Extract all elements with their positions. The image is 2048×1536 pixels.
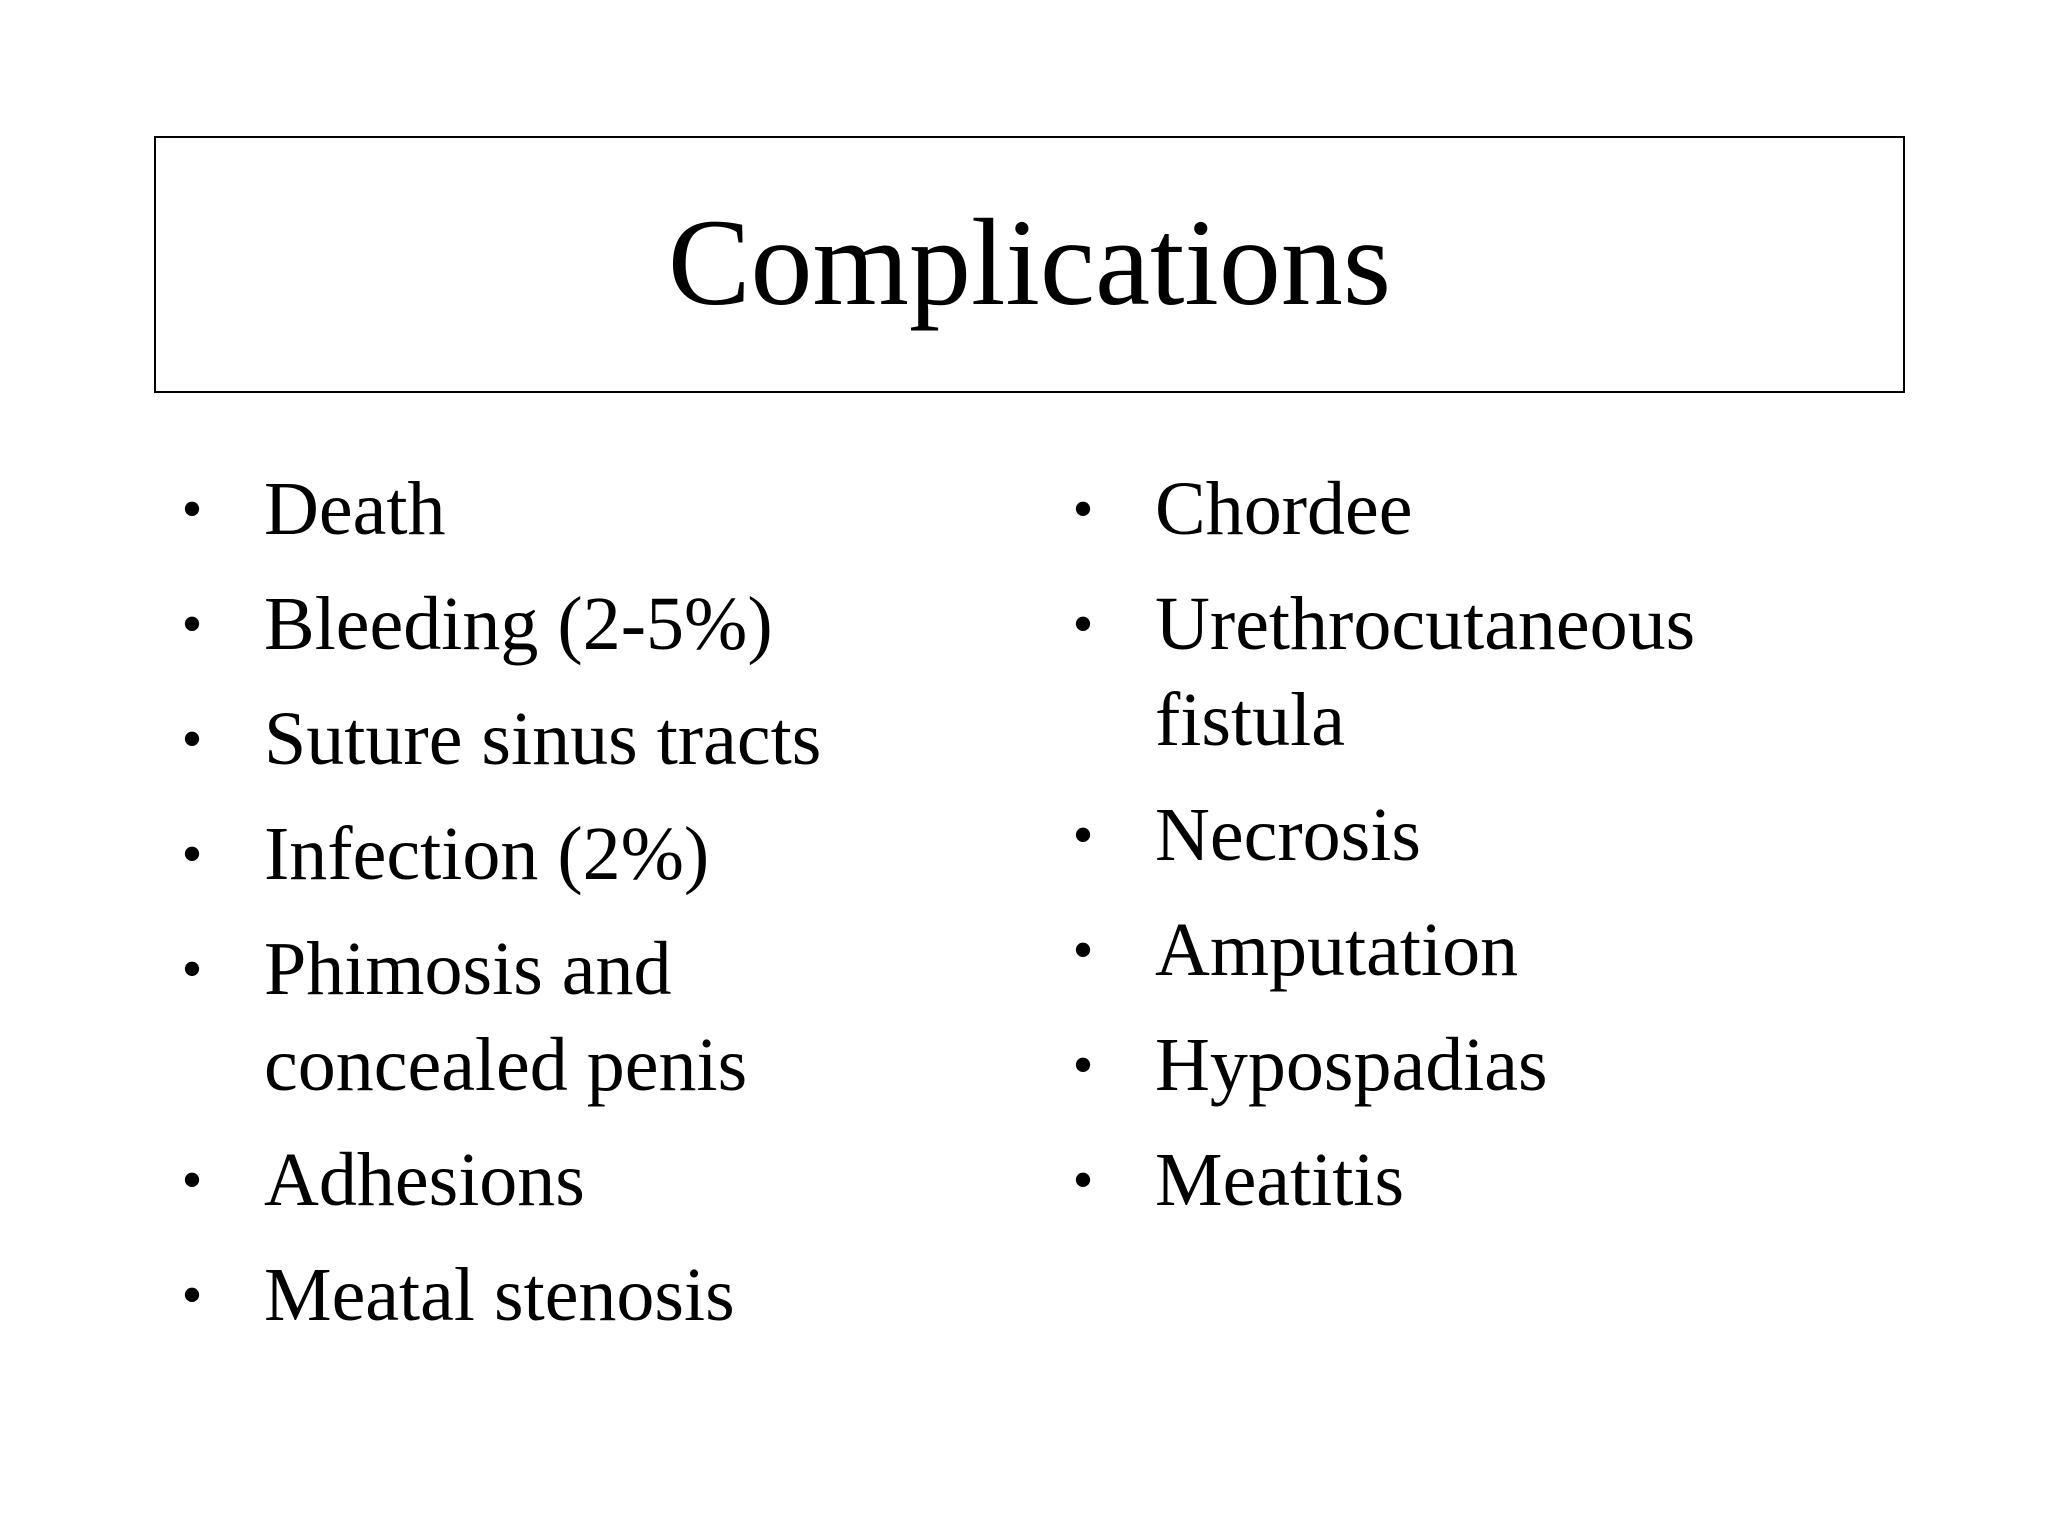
- bullet-icon: •: [181, 476, 203, 542]
- bullet-icon: •: [1072, 476, 1094, 542]
- list-item-text: Urethrocutaneous fistula: [1155, 582, 1696, 762]
- bullet-icon: •: [181, 706, 203, 772]
- bullet-icon: •: [1072, 802, 1094, 868]
- list-item-text: Chordee: [1155, 467, 1413, 551]
- list-item: [170, 691, 1010, 787]
- bullet-icon: •: [1072, 917, 1094, 983]
- list-item-text: Suture sinus tracts: [264, 697, 822, 781]
- list-item: [1061, 1017, 1901, 1113]
- bullet-icon: •: [181, 1147, 203, 1213]
- left-bullet-list: [170, 461, 1010, 1362]
- bullet-icon: •: [181, 821, 203, 887]
- list-item: [170, 576, 1010, 672]
- bullet-icon: •: [181, 936, 203, 1002]
- list-item: [170, 806, 1010, 902]
- list-item-text: Hypospadias: [1155, 1023, 1548, 1107]
- bullet-icon: •: [181, 591, 203, 657]
- list-item: [1061, 787, 1901, 883]
- list-item: [170, 921, 1010, 1113]
- list-item: [1061, 576, 1901, 768]
- list-item: [170, 1247, 1010, 1343]
- list-item-text: Amputation: [1155, 908, 1519, 992]
- list-item-text: Bleeding (2-5%): [264, 582, 773, 666]
- right-bullet-list: [1061, 461, 1901, 1247]
- bullet-icon: •: [1072, 1032, 1094, 1098]
- list-item: [170, 1132, 1010, 1228]
- list-item-text: Meatal stenosis: [264, 1253, 735, 1337]
- list-item-text: Death: [264, 467, 446, 551]
- list-item: [170, 461, 1010, 557]
- list-item-text: Infection (2%): [264, 812, 710, 896]
- bullet-icon: •: [1072, 1147, 1094, 1213]
- list-item: [1061, 1132, 1901, 1228]
- list-item: [1061, 461, 1901, 557]
- list-item: [1061, 902, 1901, 998]
- bullet-icon: •: [181, 1262, 203, 1328]
- list-item-text: Necrosis: [1155, 793, 1421, 877]
- title-box: [154, 136, 1905, 393]
- slide-title: Complications: [667, 193, 1392, 331]
- list-item-text: Phimosis and concealed penis: [264, 927, 748, 1107]
- list-item-text: Meatitis: [1155, 1138, 1405, 1222]
- list-item-text: Adhesions: [264, 1138, 585, 1222]
- bullet-icon: •: [1072, 591, 1094, 657]
